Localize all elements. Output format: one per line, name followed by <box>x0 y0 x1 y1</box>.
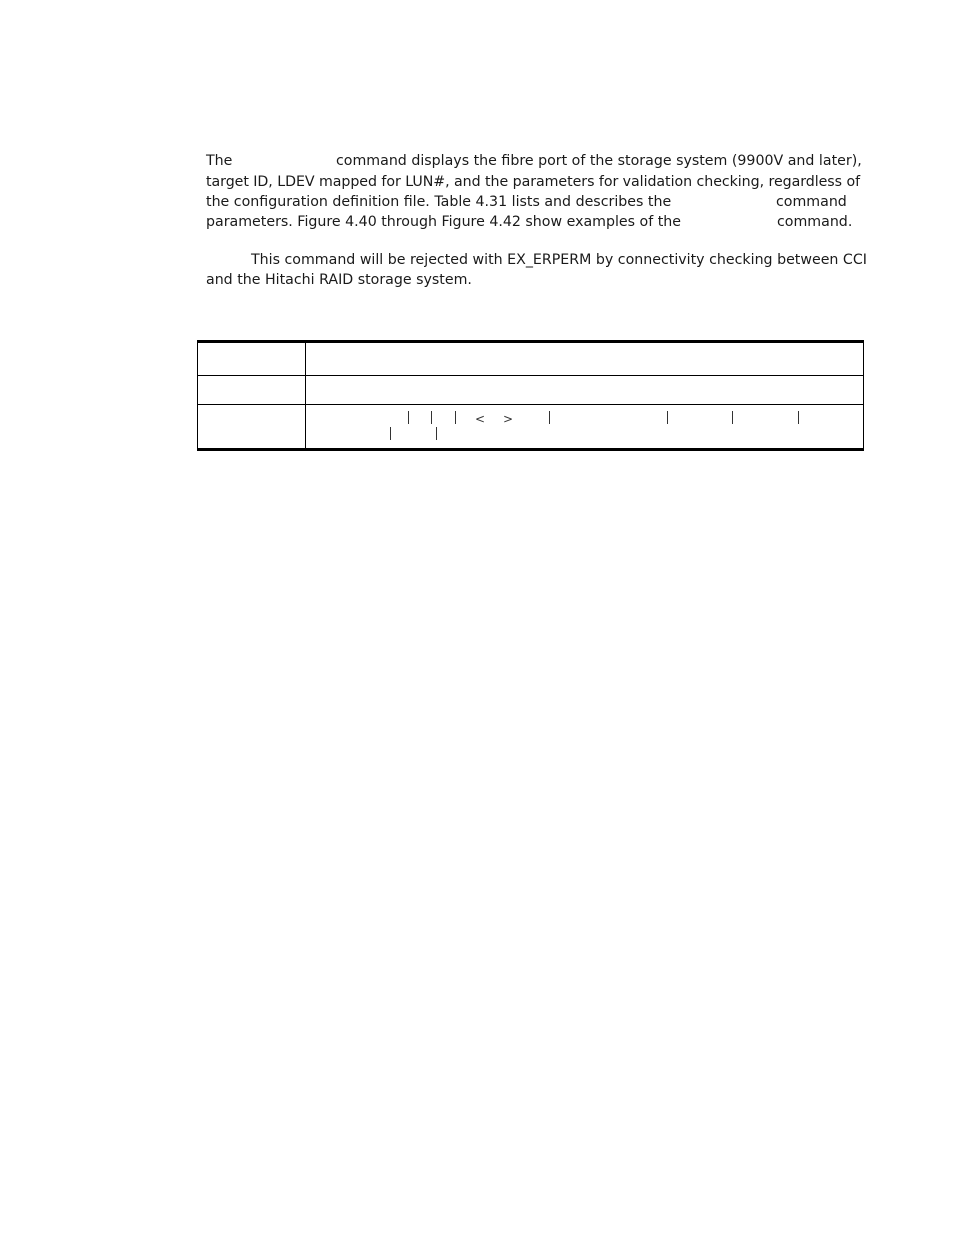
paragraph-1-line-3-start: the configuration definition file. Table 4.31 lists and describes the <box>206 194 672 210</box>
table-bottom-rule <box>197 448 864 451</box>
syntax-separator <box>667 411 668 424</box>
paragraph-1-line-3 <box>206 192 856 212</box>
syntax-cell <box>306 405 863 448</box>
paragraph-1-line-2: target ID, LDEV mapped for LUN#, and the parameters for validation checking, regardless of <box>206 174 861 190</box>
syntax-separator <box>436 427 437 440</box>
table-top-rule <box>197 340 864 343</box>
paragraph-2-line-2: and the Hitachi RAID storage system. <box>206 272 472 288</box>
paragraph-2-line-1: This command will be rejected with EX_ERPERM by connectivity checking between CCI <box>251 252 867 268</box>
paragraph-1-line-1-end: command displays the fibre port of the storage system (9900V and later), <box>336 153 862 169</box>
paragraph-1-line-1 <box>206 151 862 171</box>
syntax-separator <box>408 411 409 424</box>
syntax-separator <box>549 411 550 424</box>
paragraph-1-line-4-end: command. <box>777 214 853 230</box>
syntax-open-angle: < <box>475 412 486 426</box>
syntax-separator <box>431 411 432 424</box>
syntax-separator <box>732 411 733 424</box>
syntax-close-angle: > <box>503 412 514 426</box>
syntax-separator <box>390 427 391 440</box>
table-row-divider-1 <box>197 375 864 376</box>
syntax-separator <box>455 411 456 424</box>
paragraph-1-line-4 <box>206 212 856 232</box>
paragraph-1-line-4-start: parameters. Figure 4.40 through Figure 4.42 show examples of the <box>206 214 682 230</box>
parameter-table <box>197 340 864 452</box>
table-left-border <box>197 340 198 451</box>
paragraph-1-line-3-end: command <box>776 194 847 210</box>
table-right-border <box>863 340 864 451</box>
syntax-separator <box>798 411 799 424</box>
paragraph-1-line-1-start: The <box>206 153 233 169</box>
